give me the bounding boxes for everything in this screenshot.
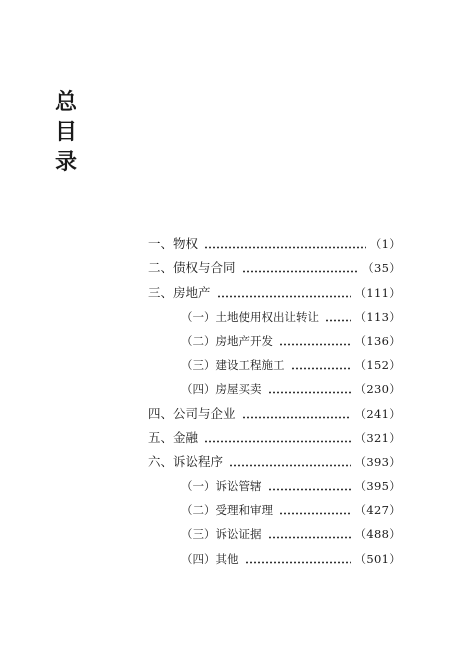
dot-leader: [279, 334, 351, 346]
dot-leader: [268, 527, 351, 539]
toc-entry-label: （四）其他: [181, 551, 239, 566]
toc-entry-label: 一、物权: [148, 236, 199, 252]
toc-entry-page: （241）: [354, 406, 401, 421]
toc-entry[interactable]: [148, 401, 401, 425]
toc-entry-label: （四）房屋买卖: [181, 382, 262, 397]
dot-leader: [242, 261, 359, 273]
toc-entry-label: （一）土地使用权出让转让: [181, 309, 319, 324]
toc-entry[interactable]: [148, 450, 401, 474]
toc-subentry[interactable]: [148, 329, 401, 353]
toc-entry-page: （230）: [354, 382, 401, 397]
dot-leader: [217, 286, 351, 298]
toc-entry[interactable]: [148, 256, 401, 280]
dot-leader: [291, 358, 351, 370]
page-title: [52, 88, 80, 178]
toc-entry-label: （三）建设工程施工: [181, 358, 285, 373]
toc-entry-label: （一）诉讼管辖: [181, 479, 262, 494]
toc-entry[interactable]: [148, 280, 401, 304]
dot-leader: [242, 407, 351, 419]
title-char: 总: [54, 90, 77, 115]
title-char: 录: [54, 150, 77, 175]
toc-entry-page: （111）: [354, 285, 401, 300]
toc-entry-label: （二）房地产开发: [181, 333, 273, 348]
toc-entry-page: （427）: [354, 503, 401, 518]
toc-entry-page: （152）: [354, 358, 401, 373]
table-of-contents: [148, 232, 401, 571]
toc-entry[interactable]: [148, 232, 401, 256]
toc-entry[interactable]: [148, 426, 401, 450]
toc-entry-page: （1）: [369, 237, 401, 252]
dot-leader: [229, 455, 351, 467]
toc-subentry[interactable]: [148, 546, 401, 570]
toc-entry-page: （321）: [354, 430, 401, 445]
toc-entry-page: （488）: [354, 527, 401, 542]
toc-entry-page: （136）: [354, 333, 401, 348]
toc-entry-page: （501）: [354, 551, 401, 566]
toc-entry-page: （393）: [354, 454, 401, 469]
toc-entry-label: （二）受理和审理: [181, 503, 273, 518]
toc-subentry[interactable]: [148, 498, 401, 522]
dot-leader: [268, 479, 351, 491]
toc-entry-page: （395）: [354, 479, 401, 494]
dot-leader: [268, 382, 351, 394]
dot-leader: [325, 310, 351, 322]
toc-entry-label: 三、房地产: [148, 284, 211, 300]
toc-subentry[interactable]: [148, 377, 401, 401]
toc-entry-label: 五、金融: [148, 429, 199, 445]
toc-entry-label: 四、公司与企业: [148, 405, 236, 421]
toc-entry-page: （35）: [362, 261, 401, 276]
toc-subentry[interactable]: [148, 305, 401, 329]
dot-leader: [204, 237, 366, 249]
dot-leader: [279, 503, 351, 515]
toc-entry-label: 六、诉讼程序: [148, 453, 224, 469]
title-char: 目: [54, 120, 77, 145]
toc-entry-label: 二、债权与合同: [148, 260, 236, 276]
dot-leader: [245, 552, 351, 564]
toc-subentry[interactable]: [148, 522, 401, 546]
toc-entry-label: （三）诉讼证据: [181, 527, 262, 542]
toc-entry-page: （113）: [354, 309, 401, 324]
toc-subentry[interactable]: [148, 353, 401, 377]
dot-leader: [204, 431, 351, 443]
toc-subentry[interactable]: [148, 474, 401, 498]
